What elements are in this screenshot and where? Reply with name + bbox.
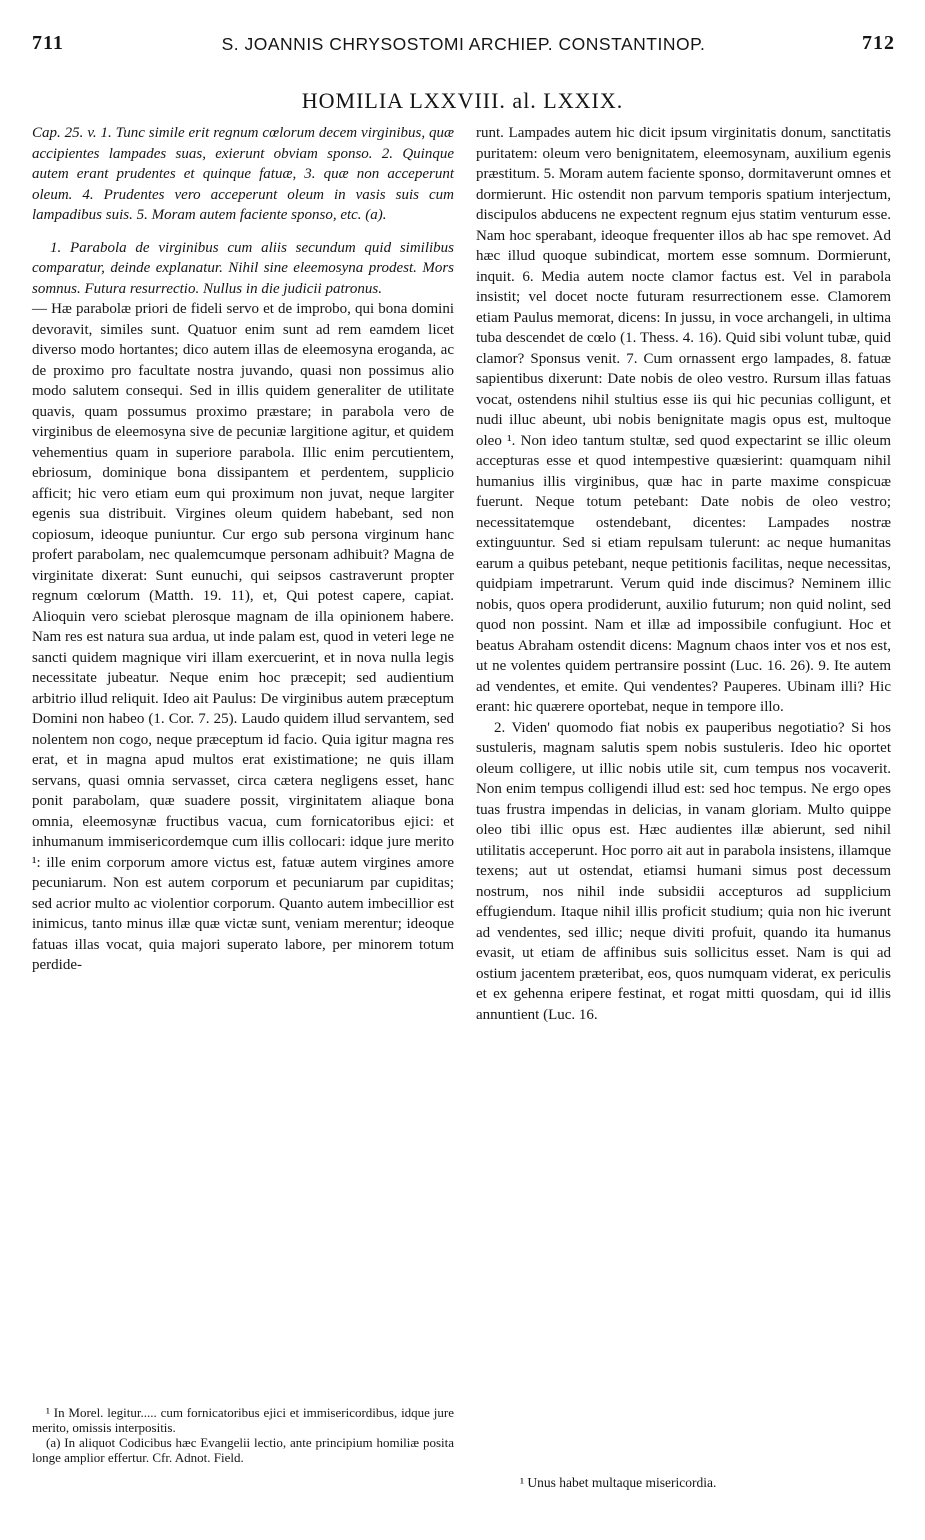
right-body-text-1: runt. Lampades autem hic dicit ipsum virginitatis donum, sanctitatis puritatem: oleum vero benignitatem, eleemosynam, auxilium egenis præstitum. 5. Moram autem faciente sponso, dormitaverunt omnes et dormierunt. Hic ostendit non parvum temporis spatium interjectum, discipulos abducens ne expectent regnum ejus statim venturum esse. Nam hoc sperabant, ideoque frequenter illos ab hac spe removet. Ad hæc illud quoque subindicat, mortem esse somnum. Dormierunt, inquit. 6. Media autem nocte clamor factus est. Vel in parabola insistit; vel docet nocte futuram resurrectionem esse. Clamorem etiam Paulus memorat, dicens: In jussu, in voce archangeli, in ultima tuba descendet de cœlo (1. Thess. 4. 16). Quid sibi volunt tubæ, quid clamor? Sponsus venit. 7. Cum ornassent ergo lampades, 8. fatuæ sapientibus dixerunt: Date nobis de oleo vestro. Rursum illas fatuas vocat, ostendens nihil stultius esse iis qui hic pecunias colligunt, et nudi illuc abeunt, ubi nobis benignitate magis opus est, multoque oleo ¹. Non ideo tantum stultæ, sed quod expectarint se illic oleum accepturas esse et quod intempestive quæsierint: quamquam nihil humanius illis virginibus, quæ hac in parte maxime conspicuæ fuerunt. Neque totum petebant: Date nobis de oleo vestro; necessitatemque ostendebant, dicentes: Lampades nostræ extinguuntur. Sed si etiam repulsam tulerunt: ac neque humanitas earum a quibus petebant, neque petitionis facilitas, neque necessitas, quidpiam impetrarunt. Verum quid inde discimus? Neminem illic nobis, quos opera prodiderunt, auxilio futurum; non quid nolint, sed quod non possint. Nam et illæ ad impossibile confugiunt. Hoc et beatus Abraham ostendit dicens: Magnum chaos inter vos et nos est, ut ne volentes quidem pertransire possint (Luc. 16. 26). 9. Ite autem ad vendentes, et emite. Qui vendentes? Pauperes. Ubinam illi? Hic erant: hic quærere oportebat, neque in tempore illo.: [476, 125, 891, 715]
footnote-a: (a) In aliquot Codicibus hæc Evangelii lectio, ante principium homiliæ posita longe amplior effertur. Cfr. Adnot. Field.: [32, 1435, 454, 1465]
right-body-text-2: 2. Viden' quomodo fiat nobis ex pauperibus negotiatio? Si hos sustuleris, magnam salutis spem nobis sustuleris. Ideo hic oportet oleum colligere, ut illic nobis utile sit, cum tempus nos vocaverit. Non enim tempus colligendi illud est: sed hoc tempus. Ne ergo opes tuas frustra impendas in delicias, in vanam gloriam. Multo quippe oleo tibi illic opus est. Hæc audientes illæ abierunt, sed nihil utilitatis acceperunt. Hoc porro ait aut in parabola insistens, illamque texens; aut ut ostendat, etiamsi humani simus post decessum nostrum, nos nihil inde subsidii accepturos ad supplicium effugiendum. Itaque nihil illis proficit studium; quia non hic iverunt ad vendentes, sed illic; neque diviti profuit, quando ita humanus evasit, ut etiam de affinibus suis sollicitus esset. Nam is qui ad ostium jacentem præteribat, eos, quos numquam viderat, ex periculis et ex gehenna eripere festinat, et rogat mitti quosdam, qui id illis annuntient (Luc. 16.: [476, 719, 891, 1023]
left-body-text: — Hæ parabolæ priori de fideli servo et de improbo, qui bona domini devoravit, similes sunt. Quatuor enim sunt ad rem eamdem licet diverso modo hortantes; dico autem illas de eleemosyna eroganda, ac de proximo pro facultate nostra juvando, quasi non possimus alio modo salutem consequi. Sed in illis quidem generaliter de utilitate quavis, quam possumus proximo præstare; in parabola vero de virginibus de eleemosyna sive de pecuniæ largitione agitur, et quidem vehementius quam in superiore parabola. Illic enim percutientem, ebriosum, dominique bona dissipantem et perdentem, supplicio afficit; hic vero etiam eum qui proximum non juvat, neque largiter egenis sua distribuit. Virgines oleum quidem habebant, sed non copiosum, ideoque puniuntur. Cur ergo sub persona virginum hanc profert parabolam, nec qualemcumque personam adhibuit? Magna de virginitate dixerat: Sunt eunuchi, qui seipsos castraverunt propter regnum cœlorum (Matth. 19. 11), et, Qui potest capere, capiat. Alioquin vero sciebat plerosque magnam de illa opinionem habere. Nam res est natura sua ardua, ut inde palam est, quod in veteri lege ne sancti quidem magnique viri illam exercuerint, et in nova nulla legis necessitate jubeatur. Neque enim hoc præcepit; sed audientium arbitrio illud reliquit. Ideo ait Paulus: De virginibus autem præceptum Domini non habeo (1. Cor. 7. 25). Laudo quidem illud servantem, sed nolentem non cogo, neque præceptum id facio. Quia igitur magna res erat, et in magna apud multos erat existimatione; ne quis illam servans, quasi omnia servasset, circa cætera negligens esset, hanc ponit parabolam, quæ suadere possit, virginitatem aliaque bona omnia, eleemosynæ fructibus vacua, cum fornicatoribus ejici: et inhumanum immisericordemque cum illis collocari: idque jure merito ¹: ille enim corporum amore victus est, fatuæ autem virgines amore pecuniarum. Non est autem corporum et pecuniarum par cupiditas; sed acrior multo ac violentior corporum. Quanto autem imbecillior est inimicus, tanto minus illæ quæ victæ sunt, veniam merentur; ideoque fatuas illas vocat, quia majori superato labore, per minorem totum perdide-: [32, 301, 454, 973]
footnote-right: ¹ Unus habet multaque misericordia.: [520, 1475, 717, 1490]
chapter-summary: 1. Parabola de virginibus cum aliis secundum quid similibus comparatur, deinde explanatur. Nihil sine eleemosyna prodest. Mors somnus. Futura resurrectio. Nullus in die judicii patronus.: [32, 239, 454, 297]
homily-title: HOMILIA LXXVIII. al. LXXIX.: [301, 88, 624, 113]
page-number-left: 711: [32, 32, 64, 54]
scripture-lemma: Cap. 25. v. 1. Tunc simile erit regnum cœlorum decem virginibus, quæ accipientes lampades suas, exierunt obviam sponso. 2. Quinque autem erant prudentes et quinque fatuæ, 3. quæ non acceperunt oleum. 4. Prudentes vero acceperunt oleum in vasis suis cum lampadibus suis. 5. Moram autem faciente sponso, etc. (a).: [32, 125, 454, 223]
footnotes-left: [32, 1405, 454, 1465]
footnote-1: ¹ In Morel. legitur..... cum fornicatoribus ejici et immisericordibus, idque jure merito, omissis interpositis.: [32, 1405, 454, 1435]
running-title: S. JOANNIS CHRYSOSTOMI ARCHIEP. CONSTANTINOP.: [221, 34, 706, 54]
left-column: [32, 123, 454, 976]
page-number-right: 712: [862, 32, 895, 54]
right-column: [476, 123, 891, 1025]
running-header: [32, 24, 895, 54]
